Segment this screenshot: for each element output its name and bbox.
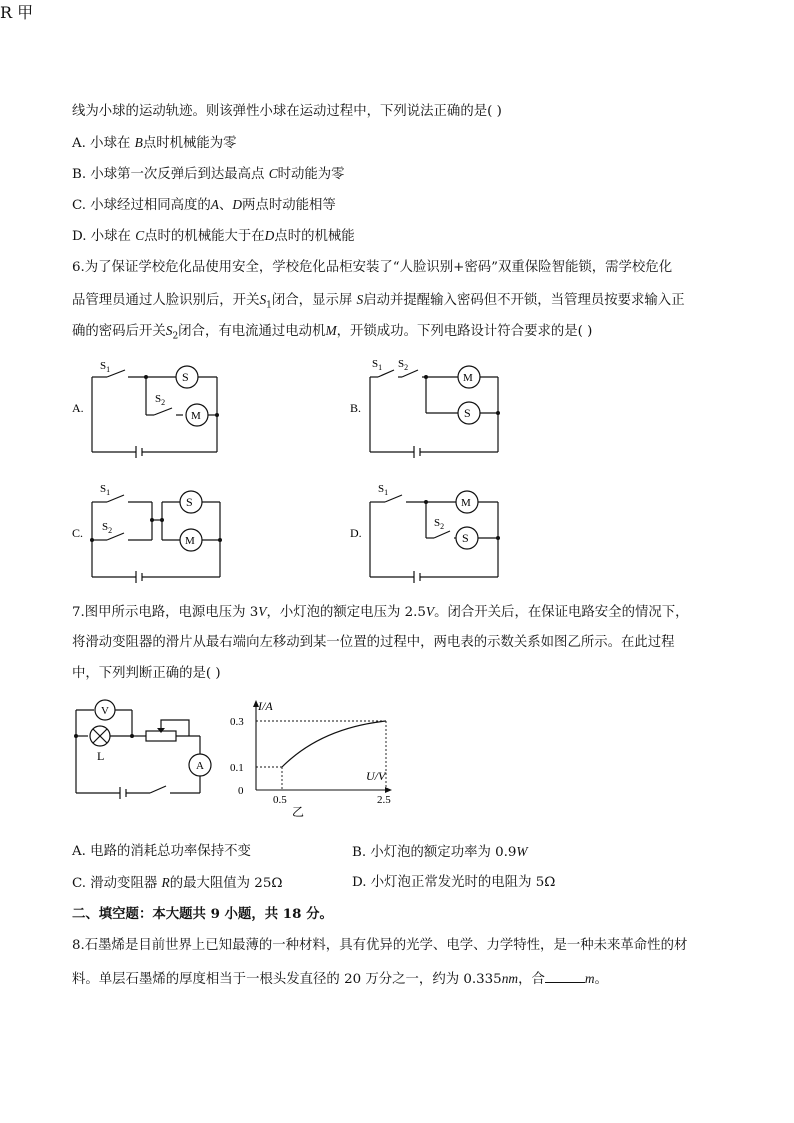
q7-option-c[interactable]: C. 滑动变阻器 R的最大阻值为 25Ω [72,875,283,891]
s-label: S [186,495,193,509]
x-tick-label: 2.5 [377,794,391,806]
figure-jia-caption: 甲 [17,3,34,22]
q5-stem-cont: 线为小球的运动轨迹。则该弹性小球在运动过程中，下列说法正确的是( ) [72,104,502,119]
q5-option-a[interactable]: A. 小球在 B点时机械能为零 [72,135,237,151]
x-tick-label: 0.5 [273,794,287,806]
q8-stem-line1: 8.石墨烯是目前世界上已知最薄的一种材料，具有优异的光学、电学、力学特性，是一种未来革命性的材 [72,938,688,953]
origin-label: 0 [238,785,244,797]
m-label: M [461,497,471,509]
m-label: M [185,535,195,547]
svg-text:S1: $S_1$ [100,483,111,497]
q6-circuit-d[interactable] [350,480,510,590]
q7-stem-line1: 7.图甲所示电路，电源电压为 3V，小灯泡的额定电压为 2.5V。闭合开关后，在保证电路安全的情况下， [72,604,689,620]
svg-text:S2: $S_2$ [102,521,113,535]
q6-stem-line3: 确的密码后开关$S_2$闭合，有电流通过电动机M，开锁成功。下列电路设计符合要求的是( ) [72,323,593,342]
q6-option-b-label: B. [350,401,362,415]
svg-text:S1: $S_1$ [378,483,389,497]
q7-chart-yi [228,698,398,823]
ammeter-label: A [196,760,204,772]
q6-circuit-a[interactable] [72,355,232,465]
q8-answer-blank[interactable] [545,968,585,983]
q5-option-b[interactable]: B. 小球第一次反弹后到达最高点 C时动能为零 [72,166,345,182]
q6-option-a-label: A. [72,401,84,415]
svg-text:S1: $S_1$ [100,360,111,374]
x-axis-label: U/V [366,769,386,783]
i-u-curve [282,721,386,767]
q7-option-d[interactable]: D. 小灯泡正常发光时的电阻为 5Ω [352,875,556,890]
q7-stem-line3: 中，下列判断正确的是( ) [72,666,221,681]
m-label: M [191,410,201,422]
svg-text:S2: $S_2$ [155,393,166,407]
s-label: S [464,406,471,420]
q6-circuit-b[interactable] [350,355,510,465]
q6-option-c-label: C. [72,526,84,540]
svg-text:S2: $S_2$ [434,517,445,531]
section-2-heading: 二、填空题：本大题共 9 小题，共 18 分。 [72,906,333,922]
q7-option-a[interactable]: A. 电路的消耗总功率保持不变 [72,844,251,859]
figure-yi-caption: 乙 [292,805,305,819]
s-label: S [462,531,469,545]
q7-stem-line2: 将滑动变阻器的滑片从最右端向左移动到某一位置的过程中，两电表的示数关系如图乙所示。在此过程 [72,635,675,650]
voltmeter-label: V [101,705,109,717]
q6-circuit-c[interactable] [72,480,232,590]
s-label: S [182,370,189,384]
q7-circuit-jia [72,698,222,823]
m-label: M [463,372,473,384]
y-tick-label: 0.1 [230,762,244,774]
q6-stem-line2: 品管理员通过人脸识别后，开关$S_1$闭合，显示屏 S启动并提醒输入密码但不开锁，当管理员按要求输入正 [72,292,685,311]
svg-text:S1: $S_1$ [372,358,383,372]
y-tick-label: 0.3 [230,716,244,728]
q6-option-d-label: D. [350,526,362,540]
q5-option-c[interactable]: C. 小球经过相同高度的A、D两点时动能相等 [72,197,336,213]
rheostat-label: R [0,3,13,22]
y-axis-label: I/A [258,699,273,713]
q7-option-b[interactable]: B. 小灯泡的额定功率为 0.9W [352,844,528,860]
lamp-label: L [97,749,105,763]
svg-text:S2: $S_2$ [398,358,409,372]
q6-stem-line1: 6.为了保证学校危化品使用安全，学校危化品柜安装了“人脸识别+密码”双重保险智能锁，需学校危化 [72,260,673,275]
q5-option-d[interactable]: D. 小球在 C点时的机械能大于在D点时的机械能 [72,228,355,244]
q8-stem-line2: 料。单层石墨烯的厚度相当于一根头发直径的 20 万分之一，约为 0.335nm，合 m。 [72,968,608,990]
